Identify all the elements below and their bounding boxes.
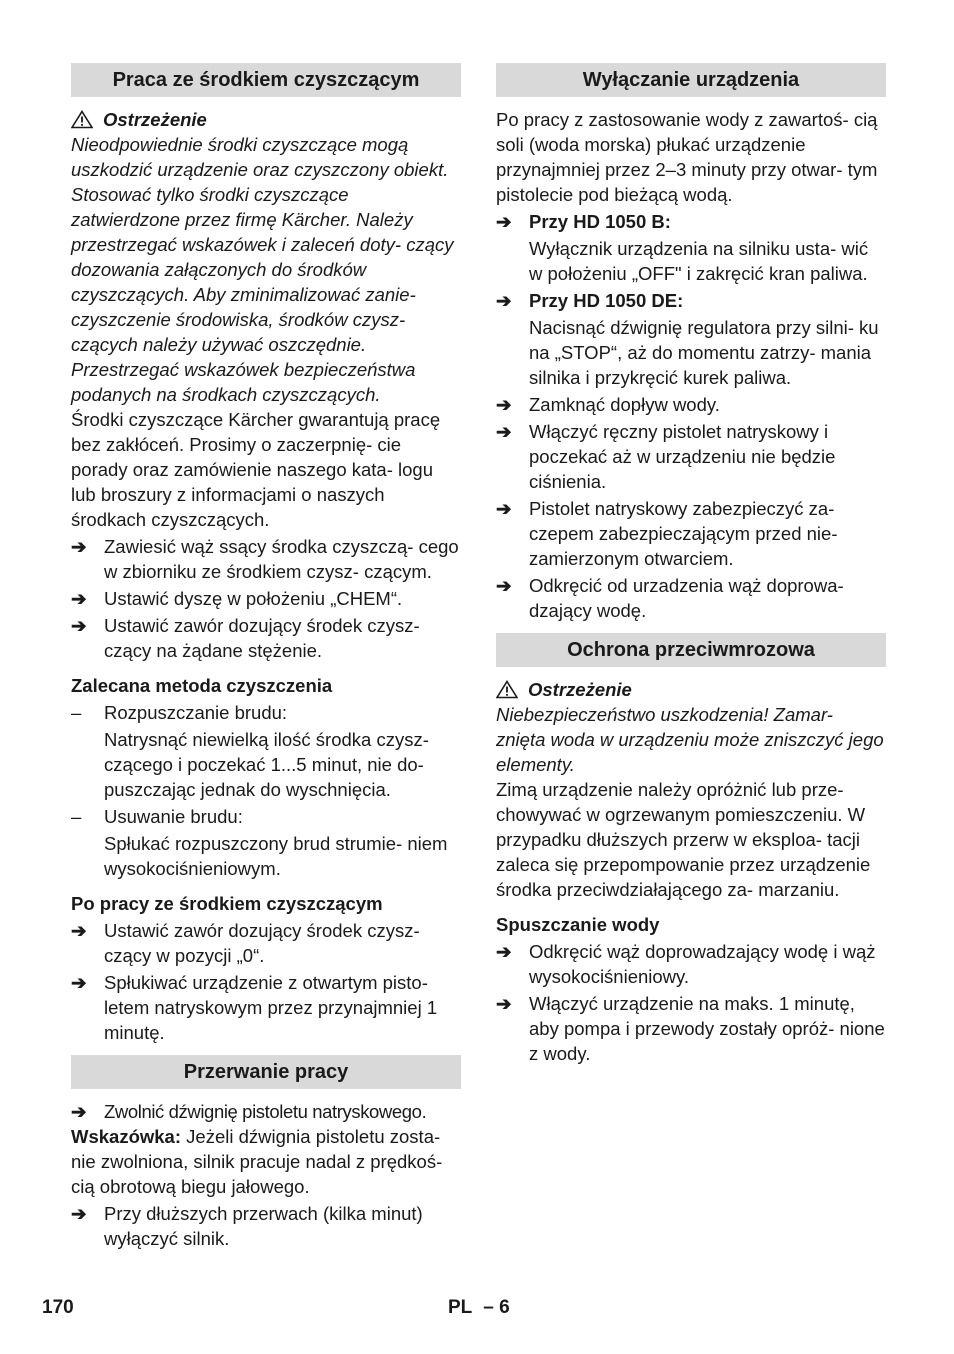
left-column — [71, 63, 461, 1251]
paragraph: Po pracy z zastosowanie wody z zawartoś- cią soli (woda morska) płukać urządzenie przynajmniej przez 2–3 minuty przy otwar- tym pistolecie pod bieżącą wodą. — [496, 109, 878, 205]
step-item: ➔ Pistolet natryskowy zabezpieczyć za- czepem zabezpieczającym przed nie- zamierzonym otwarciem. — [496, 498, 838, 569]
dash-bullet: – — [71, 702, 82, 723]
dash-item: – Rozpuszczanie brudu: — [71, 702, 288, 723]
arrow-right-icon: ➔ — [496, 575, 512, 596]
step-item: ➔ Odkręcić wąż doprowadzający wodę i wąż wysokociśnieniowy. — [496, 941, 876, 987]
note — [71, 1124, 461, 1199]
step-item: ➔ Przy HD 1050 B: — [496, 211, 671, 232]
warning-triangle-icon — [496, 680, 518, 699]
page-number: 170 — [42, 1297, 74, 1318]
step-item: ➔ Włączyć urządzenie na maks. 1 minutę, aby pompa i przewody zostały opróż- nione z wody. — [496, 993, 885, 1064]
step-text: Nacisnąć dźwignię regulatora przy silni- ku na „STOP“, aż do momentu zatrzy- mania silnika i przykręcić kurek paliwa. — [529, 317, 879, 388]
section-header: Praca ze środkiem czyszczącym — [71, 63, 461, 97]
arrow-right-icon: ➔ — [71, 536, 87, 557]
step-item: ➔ Zwolnić dźwignię pistoletu natryskowego. — [71, 1101, 427, 1122]
arrow-right-icon: ➔ — [71, 1203, 87, 1224]
step-item: ➔ Przy HD 1050 DE: — [496, 290, 684, 311]
step-item: ➔ Spłukiwać urządzenie z otwartym pisto- letem natryskowym przez przynajmniej 1 minutę. — [71, 972, 438, 1043]
warning-label: Ostrzeżenie — [528, 679, 632, 700]
step-text: Wyłącznik urządzenia na silniku usta- wić w położeniu „OFF" i zakręcić kran paliwa. — [529, 238, 869, 284]
arrow-right-icon: ➔ — [496, 394, 512, 415]
paragraph: Środki czyszczące Kärcher gwarantują pracę bez zakłóceń. Prosimy o zaczerpnię- cie porady oraz zamówienie naszego kata- logu lub broszury z informacjami o naszych środkach czyszczących. — [71, 409, 441, 530]
step-item: ➔ Odkręcić od urzadzenia wąż doprowa- dzający wodę. — [496, 575, 844, 621]
section-header: Ochrona przeciwmrozowa — [496, 633, 886, 667]
arrow-right-icon: ➔ — [71, 615, 87, 636]
note-text: Jeżeli dźwignia pistoletu zosta- nie zwolniona, silnik pracuje nadal z prędkoś- cią obrotową biegu jałowego. — [71, 1126, 443, 1197]
paragraph: Zimą urządzenie należy opróżnić lub prze- chowywać w ogrzewanym pomieszczeniu. W przypadku dłuższych przerw w eksploa- tacji zaleca się przepompowanie przez urządzenie środka przeciwdziałającego za- marzaniu. — [496, 779, 871, 900]
note-label: Wskazówka: — [71, 1126, 182, 1147]
arrow-right-icon: ➔ — [71, 1101, 87, 1122]
section-header: Wyłączanie urządzenia — [496, 63, 886, 97]
dash-item-text: Spłukać rozpuszczony brud strumie- niem wysokociśnieniowym. — [104, 833, 448, 879]
subheading: Spuszczanie wody — [496, 914, 660, 935]
subheading: Zalecana metoda czyszczenia — [71, 675, 333, 696]
step-item: ➔ Zamknąć dopływ wody. — [496, 394, 720, 415]
arrow-right-icon: ➔ — [496, 941, 512, 962]
step-item: ➔ Ustawić zawór dozujący środek czysz- czący w pozycji „0“. — [71, 920, 420, 966]
arrow-right-icon: ➔ — [496, 421, 512, 442]
arrow-right-icon: ➔ — [496, 211, 512, 232]
warning-text: Niebezpieczeństwo uszkodzenia! Zamar- znięta woda w urządzeniu może zniszczyć jego elementy. — [496, 704, 884, 775]
dash-item: – Usuwanie brudu: — [71, 806, 243, 827]
dash-bullet: – — [71, 806, 82, 827]
warning-heading — [71, 107, 461, 132]
step-item: ➔ Zawiesić wąż ssący środka czyszczą- cego w zbiorniku ze środkiem czysz- czącym. — [71, 536, 459, 582]
warning-text: Nieodpowiednie środki czyszczące mogą uszkodzić urządzenie oraz czyszczony obiekt. Stosować tylko środki czyszczące zatwierdzone przez firmę Kärcher. Należy przestrzegać wskazówek i zaleceń doty- czący dozowania załączonych do środków czyszczących. Aby zminimalizować zanie- czyszczenie środowiska, środków czysz- czących należy używać oszczędnie. Przestrzegać wskazówek bezpieczeństwa podanych na środkach czyszczących. — [71, 134, 454, 405]
warning-label: Ostrzeżenie — [103, 109, 207, 130]
arrow-right-icon: ➔ — [496, 498, 512, 519]
arrow-right-icon: ➔ — [496, 993, 512, 1014]
arrow-right-icon: ➔ — [71, 920, 87, 941]
step-item: ➔ Przy dłuższych przerwach (kilka minut) wyłączyć silnik. — [71, 1203, 423, 1249]
step-item: ➔ Ustawić dyszę w położeniu „CHEM“. — [71, 588, 403, 609]
step-item: ➔ Włączyć ręczny pistolet natryskowy i poczekać aż w urządzeniu nie będzie ciśnienia. — [496, 421, 836, 492]
right-column — [496, 63, 886, 1066]
warning-triangle-icon — [71, 110, 93, 129]
arrow-right-icon: ➔ — [496, 290, 512, 311]
arrow-right-icon: ➔ — [71, 972, 87, 993]
step-item: ➔ Ustawić zawór dozujący środek czysz- czący na żądane stężenie. — [71, 615, 420, 661]
subheading: Po pracy ze środkiem czyszczącym — [71, 893, 383, 914]
footer-lang — [448, 1297, 510, 1319]
dash-item-text: Natrysnąć niewielką ilość środka czysz- czącego i poczekać 1...5 minut, nie do- puszczając jednak do wyschnięcia. — [104, 729, 429, 800]
language-code: PL — [448, 1297, 472, 1318]
section-header: Przerwanie pracy — [71, 1055, 461, 1089]
section-page-number: – 6 — [483, 1297, 510, 1318]
arrow-right-icon: ➔ — [71, 588, 87, 609]
warning-heading — [496, 677, 886, 702]
